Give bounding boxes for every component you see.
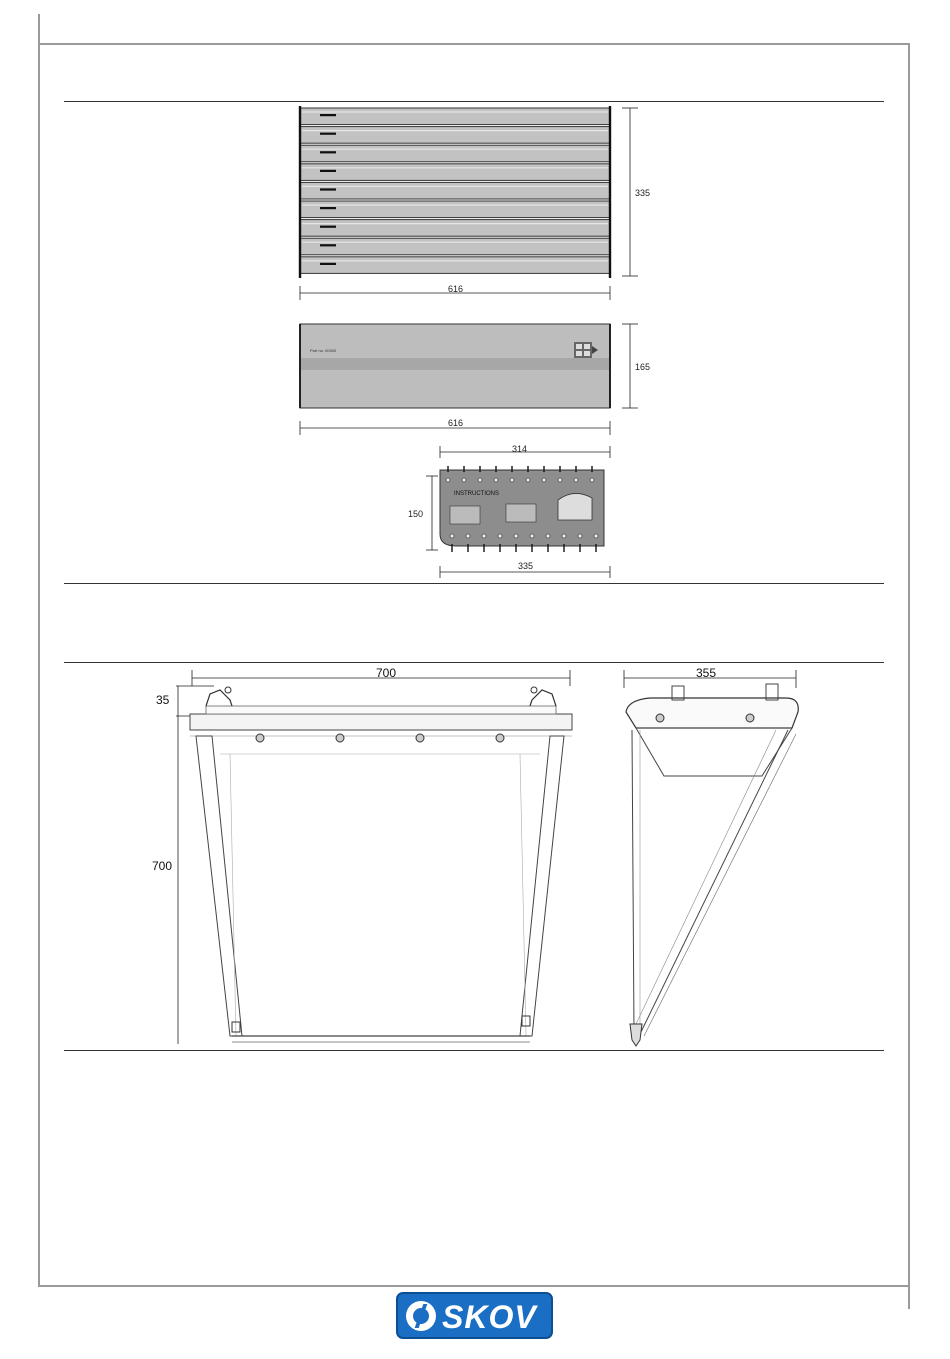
unit-front-drawing bbox=[140, 664, 590, 1048]
slat bbox=[300, 164, 610, 181]
instruction-panel-drawing bbox=[398, 442, 618, 578]
dimension-label: 700 bbox=[376, 666, 397, 680]
panel-title: INSTRUCTIONS bbox=[454, 491, 499, 497]
section-rule bbox=[64, 583, 884, 584]
dimension-label: 335 bbox=[635, 188, 651, 198]
dimension-label: 165 bbox=[635, 362, 651, 372]
dimension-label: 35 bbox=[156, 693, 170, 707]
page-frame-right bbox=[908, 43, 910, 1309]
page-frame-bottom bbox=[38, 1285, 910, 1287]
logo-text: SKOV bbox=[442, 1299, 537, 1335]
slat bbox=[300, 220, 610, 237]
dimension-label: 700 bbox=[152, 859, 173, 873]
slat bbox=[300, 238, 610, 255]
clamp-icon bbox=[206, 687, 232, 706]
skov-logo-mark-icon bbox=[406, 1301, 436, 1331]
section-rule bbox=[64, 1050, 884, 1051]
box-side-drawing bbox=[290, 320, 670, 436]
section-rule bbox=[64, 662, 884, 663]
slat bbox=[300, 127, 610, 144]
unit-side-drawing bbox=[616, 664, 806, 1048]
clamp-icon bbox=[530, 687, 556, 706]
dimension-label: 616 bbox=[448, 418, 464, 428]
slat bbox=[300, 108, 610, 125]
dimension-label: 314 bbox=[512, 444, 528, 454]
dimension-label: 616 bbox=[448, 284, 464, 294]
part-number-text: Part no. 00000 bbox=[310, 348, 337, 353]
page-frame-left bbox=[38, 14, 40, 1287]
section-rule bbox=[64, 101, 884, 102]
slat bbox=[300, 257, 610, 274]
bolt-icon bbox=[256, 734, 504, 742]
slat bbox=[300, 145, 610, 162]
page-frame-top bbox=[40, 43, 910, 45]
slat bbox=[300, 201, 610, 218]
stacked-slats-drawing bbox=[290, 104, 670, 304]
slat bbox=[300, 182, 610, 199]
dimension-label: 335 bbox=[518, 561, 534, 571]
dimension-label: 150 bbox=[408, 509, 424, 519]
dimension-label: 355 bbox=[696, 666, 717, 680]
skov-logo bbox=[396, 1292, 553, 1339]
